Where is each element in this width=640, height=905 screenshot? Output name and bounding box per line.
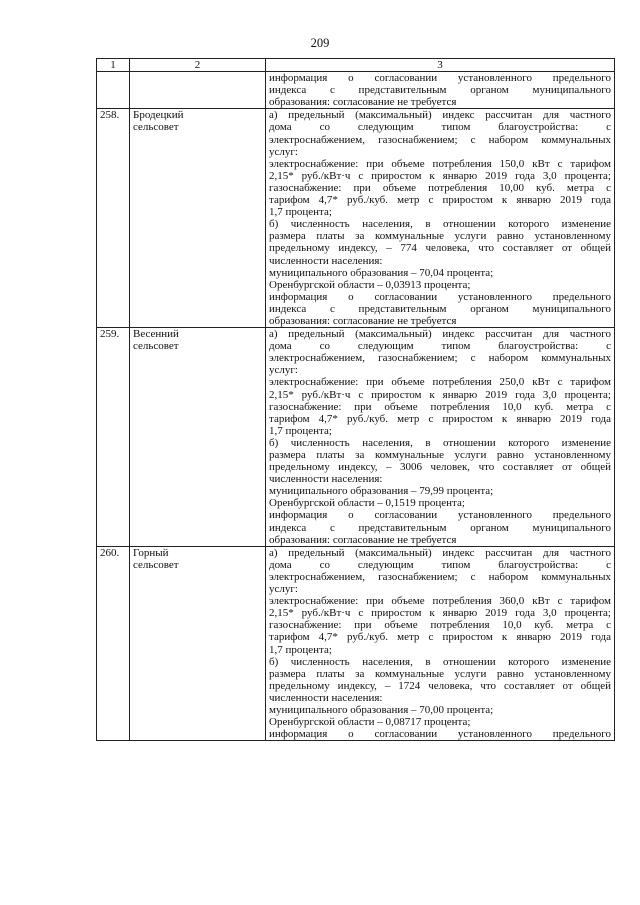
table-row bbox=[97, 546, 615, 741]
header-col-2: 2 bbox=[130, 59, 266, 72]
text-line: 1,7 процента; bbox=[269, 206, 332, 219]
text-line: б) численность населения, в отношении которого изменение bbox=[269, 218, 611, 231]
text-line: предельному индексу, – 3006 человек, что составляет от общей bbox=[269, 461, 611, 474]
municipality-name-line: сельсовет bbox=[133, 121, 179, 134]
text-line: 2,15* руб./кВт·ч с приростом к январю 2019 года 3,0 процента; bbox=[269, 607, 611, 620]
text-line: газоснабжение: при объеме потребления 10,00 куб. метра с bbox=[269, 181, 611, 194]
text-line: предельному индексу, – 774 человека, что составляет от общей bbox=[269, 242, 611, 255]
text-line: дома со следующим типом благоустройства: с bbox=[269, 121, 611, 134]
text-line: электроснабжение: при объеме потребления 150,0 кВт с тарифом bbox=[269, 157, 611, 170]
text-line: электроснабжением, газоснабжением; с набором коммунальных bbox=[269, 570, 611, 583]
table-rows bbox=[97, 109, 615, 741]
text-line: электроснабжением, газоснабжением; с набором коммунальных bbox=[269, 133, 611, 146]
text-line: индекса с представительным органом муниципального bbox=[269, 302, 611, 315]
table-header-row bbox=[97, 59, 615, 72]
document-table bbox=[96, 58, 615, 741]
text-line: информация о согласовании установленного предельного bbox=[269, 72, 611, 85]
text-line: тарифом 4,7* руб./куб. метр с приростом к январю 2019 года bbox=[269, 631, 611, 644]
text-line: Оренбургской области – 0,1519 процента; bbox=[269, 497, 465, 510]
text-line: размера платы за коммунальные услуги равно установленному bbox=[269, 449, 611, 461]
text-line: газоснабжение: при объеме потребления 10,0 куб. метра с bbox=[269, 400, 611, 413]
table-row bbox=[97, 109, 615, 328]
municipality-name-line: сельсовет bbox=[133, 340, 179, 353]
text-line: дома со следующим типом благоустройства: с bbox=[269, 340, 611, 353]
index-description bbox=[266, 109, 615, 328]
text-line: индекса с представительным органом муниципального bbox=[269, 521, 611, 534]
text-line: Оренбургской области – 0,03913 процента; bbox=[269, 278, 471, 291]
text-line: б) численность населения, в отношении которого изменение bbox=[269, 436, 611, 449]
text-line: образования: согласование не требуется bbox=[269, 314, 457, 327]
row-number: 258. bbox=[97, 109, 130, 328]
text-line: численности населения: bbox=[269, 254, 383, 267]
text-line: тарифом 4,7* руб./куб. метр с приростом к январю 2019 года bbox=[269, 194, 611, 207]
text-line: а) предельный (максимальный) индекс рассчитан для частного bbox=[269, 546, 611, 559]
text-line: дома со следующим типом благоустройства: с bbox=[269, 558, 611, 571]
header-col-1: 1 bbox=[97, 59, 130, 72]
table-row bbox=[97, 328, 615, 547]
text-line: а) предельный (максимальный) индекс рассчитан для частного bbox=[269, 109, 611, 122]
text-line: индекса с представительным органом муниципального bbox=[269, 84, 611, 97]
text-line: информация о согласовании установленного предельного bbox=[269, 290, 611, 303]
text-line: размера платы за коммунальные услуги равно установленному bbox=[269, 667, 611, 680]
index-description bbox=[266, 546, 615, 741]
text-line: муниципального образования – 70,04 процента; bbox=[269, 266, 494, 279]
page-number: 209 bbox=[310, 36, 330, 50]
text-line: предельному индексу, – 1724 человека, что составляет от общей bbox=[269, 679, 611, 692]
municipality-name-line: сельсовет bbox=[133, 558, 179, 571]
text-line: муниципального образования – 79,99 процента; bbox=[269, 485, 494, 498]
text-line: газоснабжение: при объеме потребления 10,0 куб. метра с bbox=[269, 619, 611, 632]
row-number: 259. bbox=[97, 328, 130, 547]
text-line: электроснабжение: при объеме потребления 360,0 кВт с тарифом bbox=[269, 595, 611, 608]
text-line: электроснабжение: при объеме потребления 250,0 кВт с тарифом bbox=[269, 376, 611, 389]
text-line: образования: согласование не требуется bbox=[269, 96, 457, 109]
index-description bbox=[266, 328, 615, 547]
text-line: услуг: bbox=[269, 145, 298, 158]
text-line: услуг: bbox=[269, 583, 298, 596]
municipality-name bbox=[130, 546, 266, 741]
text-line: б) численность населения, в отношении которого изменение bbox=[269, 655, 611, 668]
text-line: размера платы за коммунальные услуги равно установленному bbox=[269, 230, 611, 243]
text-line: информация о согласовании установленного предельного bbox=[269, 728, 611, 741]
municipality-name-line: Весенний bbox=[133, 328, 179, 341]
text-line: а) предельный (максимальный) индекс рассчитан для частного bbox=[269, 328, 611, 341]
text-line: 2,15* руб./кВт·ч с приростом к январю 2019 года 3,0 процента; bbox=[269, 169, 611, 182]
text-line: услуг: bbox=[269, 364, 298, 377]
text-line: численности населения: bbox=[269, 473, 383, 486]
text-line: численности населения: bbox=[269, 691, 383, 704]
municipality-name-line: Бродецкий bbox=[133, 109, 184, 122]
text-line: 1,7 процента; bbox=[269, 424, 332, 437]
header-col-3: 3 bbox=[266, 59, 615, 72]
row-number: 260. bbox=[97, 546, 130, 741]
text-line: Оренбургской области – 0,08717 процента; bbox=[269, 716, 471, 729]
continuation-row bbox=[97, 72, 615, 109]
text-line: 1,7 процента; bbox=[269, 643, 332, 656]
municipality-name bbox=[130, 328, 266, 547]
text-line: 2,15* руб./кВт·ч с приростом к январю 2019 года 3,0 процента; bbox=[269, 388, 611, 401]
text-line: электроснабжением, газоснабжением; с набором коммунальных bbox=[269, 352, 611, 365]
text-line: муниципального образования – 70,00 процента; bbox=[269, 703, 494, 716]
text-line: тарифом 4,7* руб./куб. метр с приростом к январю 2019 года bbox=[269, 412, 611, 425]
text-line: образования: согласование не требуется bbox=[269, 533, 457, 546]
municipality-name bbox=[130, 109, 266, 328]
text-line: информация о согласовании установленного предельного bbox=[269, 509, 611, 522]
municipality-name-line: Горный bbox=[133, 546, 169, 559]
continuation-text bbox=[266, 72, 615, 109]
